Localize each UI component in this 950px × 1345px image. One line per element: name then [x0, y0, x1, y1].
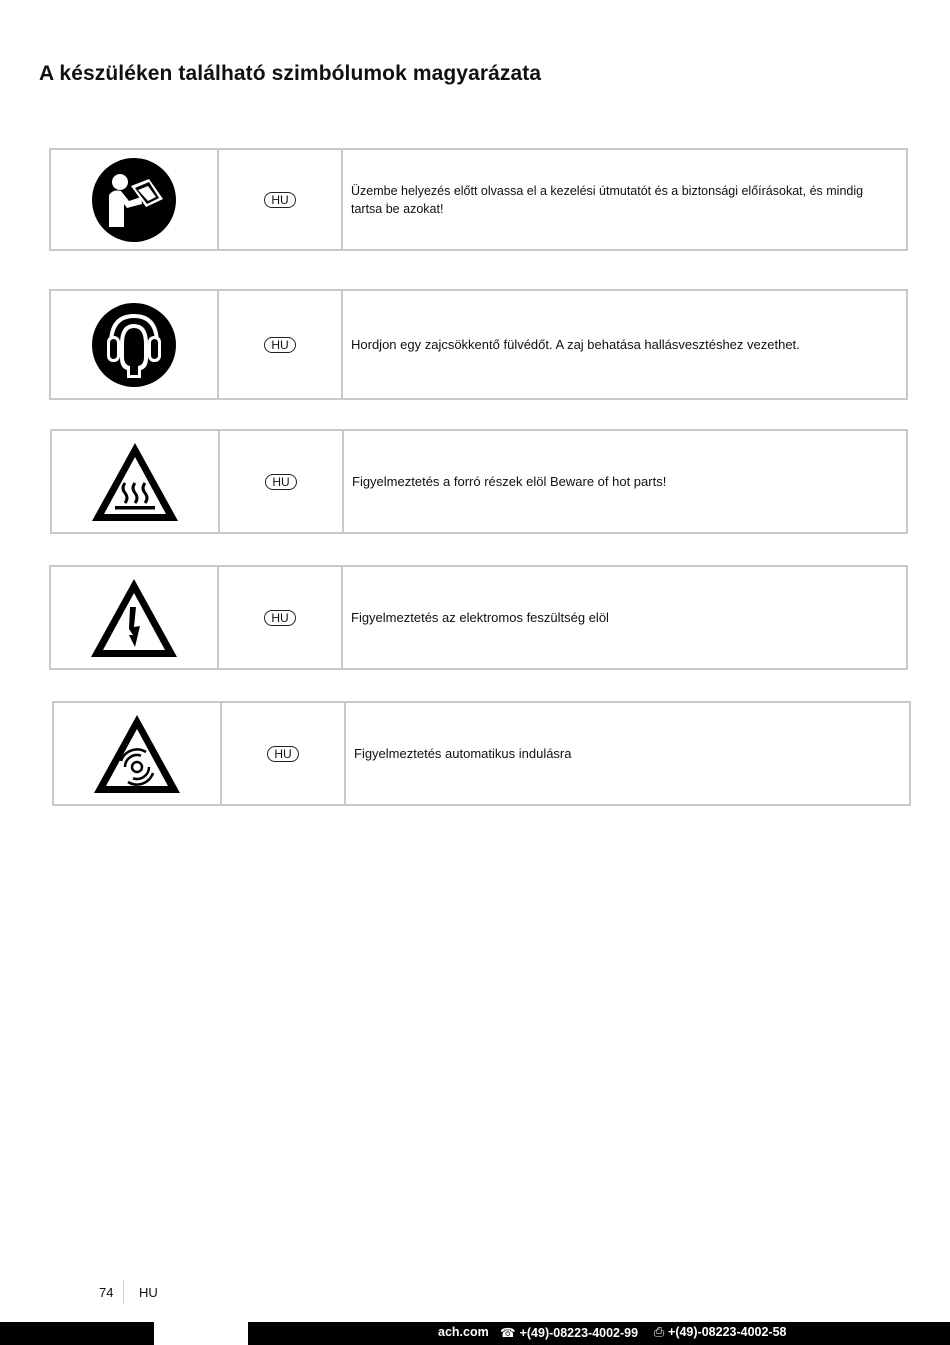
phone-number — [500, 1325, 638, 1340]
language-badge: HU — [264, 192, 296, 208]
page-number: 74 — [99, 1285, 114, 1300]
language-cell — [219, 567, 343, 668]
language-cell — [219, 150, 343, 249]
symbol-row — [49, 565, 908, 670]
symbol-description-cell — [344, 431, 906, 532]
language-cell — [220, 431, 344, 532]
website-text: ach.com — [438, 1325, 489, 1339]
symbol-description-cell — [343, 150, 906, 249]
fax-number — [654, 1325, 787, 1340]
bottom-contact-bar — [248, 1322, 950, 1345]
automatic-start-warning-icon — [91, 711, 183, 797]
symbol-description: Figyelmeztetés az elektromos feszültség elöl — [351, 609, 609, 625]
phone-icon: ☎ — [500, 1326, 516, 1340]
symbol-icon-cell — [51, 291, 219, 398]
symbol-icon-cell — [52, 431, 220, 532]
symbol-row — [49, 148, 908, 251]
symbol-description: Üzembe helyezés előtt olvassa el a kezelési útmutatót és a biztonsági előírásokat, és mindig tartsa be azokat! — [351, 183, 864, 216]
symbol-row — [50, 429, 908, 534]
hot-surface-warning-icon — [89, 439, 181, 525]
ear-protection-icon — [91, 302, 177, 388]
symbol-description-cell — [343, 291, 906, 398]
language-badge: HU — [267, 746, 299, 762]
bottom-bar-left — [0, 1322, 154, 1345]
symbol-row — [49, 289, 908, 400]
footer-language: HU — [139, 1285, 158, 1300]
fax-icon: ⎙ — [654, 1325, 665, 1339]
symbol-description: Figyelmeztetés a forró részek elöl Beware of hot parts! — [352, 473, 667, 489]
symbol-row — [52, 701, 911, 806]
read-manual-icon — [91, 157, 177, 243]
footer-divider — [123, 1280, 124, 1304]
language-badge: HU — [265, 474, 297, 490]
phone-number-text: +(49)-08223-4002-99 — [519, 1326, 639, 1340]
language-cell — [222, 703, 346, 804]
symbol-description: Hordjon egy zajcsökkentő fülvédőt. A zaj behatása hallásvesztéshez vezethet. — [351, 336, 800, 352]
fax-number-text: +(49)-08223-4002-58 — [668, 1325, 787, 1339]
language-cell — [219, 291, 343, 398]
language-badge: HU — [264, 610, 296, 626]
language-badge: HU — [264, 337, 296, 353]
symbol-description: Figyelmeztetés automatikus indulásra — [354, 745, 572, 761]
symbol-description-cell — [346, 703, 909, 804]
symbol-icon-cell — [51, 567, 219, 668]
electric-voltage-warning-icon — [88, 575, 180, 661]
page-title: A készüléken található szimbólumok magyarázata — [39, 62, 542, 85]
symbol-icon-cell — [54, 703, 222, 804]
symbol-icon-cell — [51, 150, 219, 249]
symbol-description-cell — [343, 567, 906, 668]
